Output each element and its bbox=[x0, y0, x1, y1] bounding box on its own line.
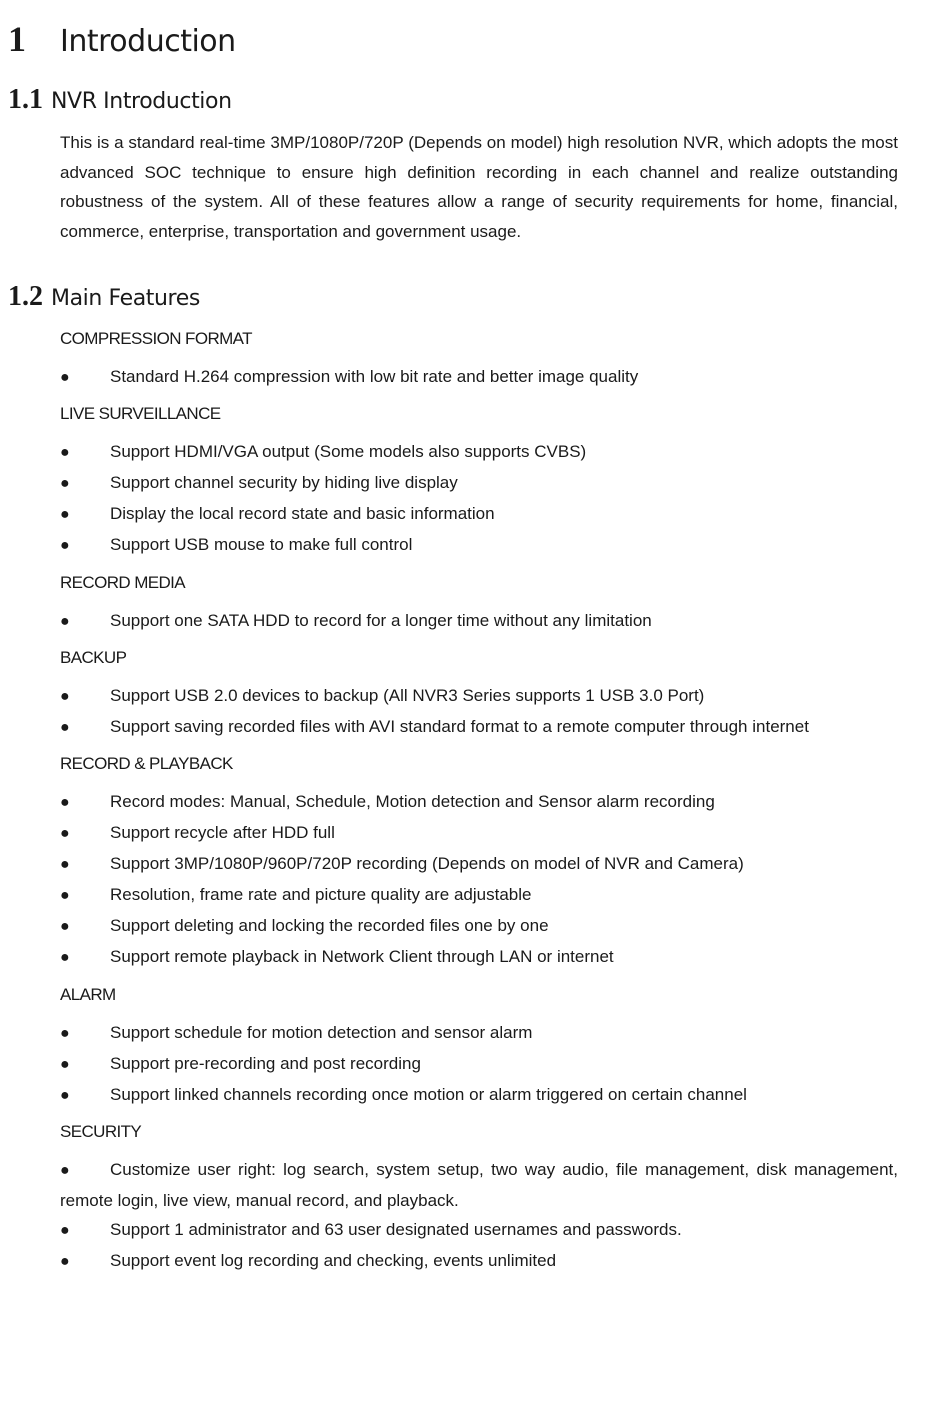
feature-item-text: Support remote playback in Network Client through LAN or internet bbox=[110, 947, 614, 966]
feature-item-text: Support channel security by hiding live display bbox=[110, 473, 458, 492]
feature-item-text: Support deleting and locking the recorded files one by one bbox=[110, 916, 549, 935]
feature-item bbox=[60, 530, 898, 561]
feature-category-record-media: RECORD MEDIA bbox=[60, 573, 186, 592]
bullet-icon: ● bbox=[60, 444, 70, 461]
bullet-icon: ● bbox=[60, 719, 70, 736]
bullet-icon: ● bbox=[60, 1056, 70, 1073]
feature-item bbox=[60, 849, 898, 880]
bullet-icon: ● bbox=[60, 506, 70, 523]
feature-item-text: Support USB mouse to make full control bbox=[110, 535, 413, 554]
bullet-icon: ● bbox=[60, 688, 70, 705]
feature-item-text: Record modes: Manual, Schedule, Motion detection and Sensor alarm recording bbox=[110, 792, 715, 811]
bullet-icon: ● bbox=[60, 887, 70, 904]
feature-item bbox=[60, 681, 898, 712]
bullet-icon: ● bbox=[60, 537, 70, 554]
intro-paragraph: This is a standard real-time 3MP/1080P/720P (Depends on model) high resolution NVR, which adopts the most advanced SOC technique to ensure high definition recording in each channel and realize outstanding robustness of the system. All of these features allow a range of security requirements for home, financial, commerce, enterprise, transportation and government usage. bbox=[60, 133, 898, 241]
feature-item-text: Support 1 administrator and 63 user designated usernames and passwords. bbox=[110, 1220, 682, 1239]
section-heading-main-features bbox=[8, 281, 200, 313]
bullet-icon: ● bbox=[60, 1222, 70, 1239]
feature-item bbox=[60, 942, 898, 973]
bullet-icon: ● bbox=[60, 1087, 70, 1104]
feature-item-text: Customize user right: log search, system setup, two way audio, file management, disk management, remote login, live view, manual record, and playback. bbox=[60, 1160, 898, 1210]
feature-item-text: Support 3MP/1080P/960P/720P recording (Depends on model of NVR and Camera) bbox=[110, 854, 744, 873]
section-number: 1.1 bbox=[8, 84, 43, 115]
feature-item-text: Support pre-recording and post recording bbox=[110, 1054, 421, 1073]
feature-item bbox=[60, 362, 898, 393]
feature-item bbox=[60, 1215, 898, 1246]
bullet-icon: ● bbox=[60, 1253, 70, 1270]
bullet-icon: ● bbox=[60, 825, 70, 842]
bullet-icon: ● bbox=[60, 949, 70, 966]
feature-item bbox=[60, 818, 898, 849]
bullet-icon: ● bbox=[60, 369, 70, 386]
feature-item bbox=[60, 468, 898, 499]
feature-category-live: LIVE SURVEILLANCE bbox=[60, 404, 221, 423]
feature-item-text: Support HDMI/VGA output (Some models also supports CVBS) bbox=[110, 442, 587, 461]
feature-item-text: Support linked channels recording once motion or alarm triggered on certain channel bbox=[110, 1085, 747, 1104]
chapter-title: Introduction bbox=[60, 24, 236, 59]
feature-item bbox=[60, 880, 898, 911]
feature-category-compression: COMPRESSION FORMAT bbox=[60, 329, 252, 348]
feature-item-text: Support schedule for motion detection and sensor alarm bbox=[110, 1023, 533, 1042]
bullet-icon: ● bbox=[60, 475, 70, 492]
bullet-icon: ● bbox=[60, 856, 70, 873]
chapter-heading bbox=[8, 18, 236, 60]
feature-item bbox=[60, 499, 898, 530]
feature-item bbox=[60, 787, 898, 818]
bullet-icon: ● bbox=[60, 794, 70, 811]
feature-category-security: SECURITY bbox=[60, 1122, 142, 1141]
section-number: 1.2 bbox=[8, 281, 43, 312]
feature-item-text: Support event log recording and checking, events unlimited bbox=[110, 1251, 557, 1270]
feature-item bbox=[60, 437, 898, 468]
feature-item-text: Support USB 2.0 devices to backup (All NVR3 Series supports 1 USB 3.0 Port) bbox=[110, 686, 705, 705]
feature-item-text: Support saving recorded files with AVI standard format to a remote computer through internet bbox=[110, 717, 809, 736]
section-title: NVR Introduction bbox=[51, 89, 232, 114]
feature-item bbox=[60, 1246, 898, 1277]
feature-item-text: Standard H.264 compression with low bit rate and better image quality bbox=[110, 367, 639, 386]
section-heading-nvr-introduction bbox=[8, 84, 232, 116]
feature-item bbox=[60, 1155, 898, 1215]
bullet-icon: ● bbox=[60, 1162, 70, 1179]
feature-category-alarm: ALARM bbox=[60, 985, 116, 1004]
feature-item bbox=[60, 712, 898, 743]
section-title: Main Features bbox=[51, 286, 200, 311]
bullet-icon: ● bbox=[60, 613, 70, 630]
feature-item bbox=[60, 1049, 898, 1080]
chapter-number: 1 bbox=[8, 19, 26, 59]
feature-item-text: Resolution, frame rate and picture quality are adjustable bbox=[110, 885, 532, 904]
feature-item bbox=[60, 911, 898, 942]
bullet-icon: ● bbox=[60, 918, 70, 935]
feature-item bbox=[60, 606, 898, 637]
bullet-icon: ● bbox=[60, 1025, 70, 1042]
feature-category-backup: BACKUP bbox=[60, 648, 127, 667]
feature-item bbox=[60, 1080, 898, 1111]
feature-item-text: Support recycle after HDD full bbox=[110, 823, 335, 842]
feature-item-text: Display the local record state and basic information bbox=[110, 504, 495, 523]
feature-item bbox=[60, 1018, 898, 1049]
feature-item-text: Support one SATA HDD to record for a longer time without any limitation bbox=[110, 611, 652, 630]
feature-category-record-playback: RECORD & PLAYBACK bbox=[60, 754, 233, 773]
